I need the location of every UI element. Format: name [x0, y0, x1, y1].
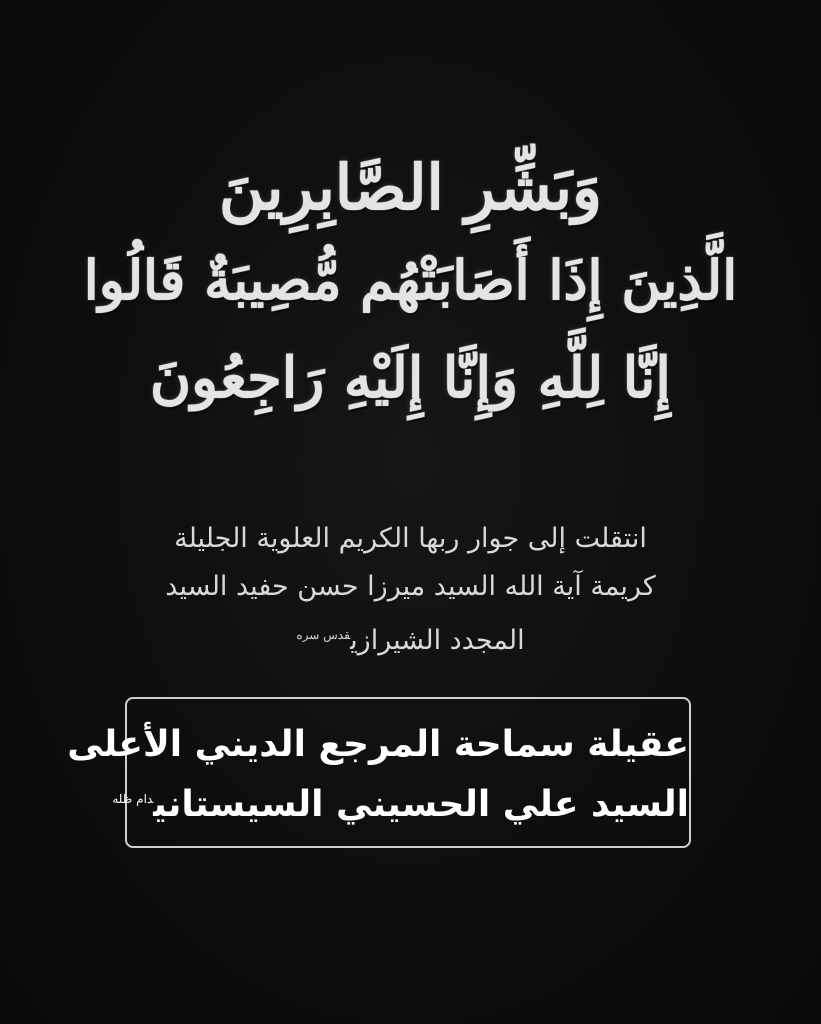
- name-box: [67, 697, 691, 848]
- name-box-line-2-wrap: [112, 772, 689, 832]
- announcement-line-3: المجدد الشيرازي: [350, 625, 525, 656]
- announcement-line-3-wrap: [100, 611, 721, 665]
- honorific-quddisa: قدس سره: [296, 628, 351, 642]
- announcement-line-2: كريمة آية الله السيد ميرزا حسن حفيد السيد: [165, 571, 656, 602]
- verse-line-1: وَبَشِّرِ الصَّابِرِينَ: [219, 151, 602, 224]
- name-box-line-2: السيد علي الحسيني السيستاني: [153, 784, 689, 825]
- name-box-line-1: عقيلة سماحة المرجع الديني الأعلى: [67, 724, 689, 765]
- announcement-text: [100, 515, 721, 665]
- announcement-line-1: انتقلت إلى جوار ربها الكريم العلوية الجليلة: [174, 523, 647, 554]
- verse-line-2: الَّذِينَ إِذَا أَصَابَتْهُم مُّصِيبَةٌ قَالُوا: [83, 248, 738, 312]
- honorific-dama-zilluh: دام ظله: [112, 792, 154, 806]
- verse-line-3: إِنَّا لِلَّهِ وَإِنَّا إِلَيْهِ رَاجِعُونَ: [150, 345, 671, 411]
